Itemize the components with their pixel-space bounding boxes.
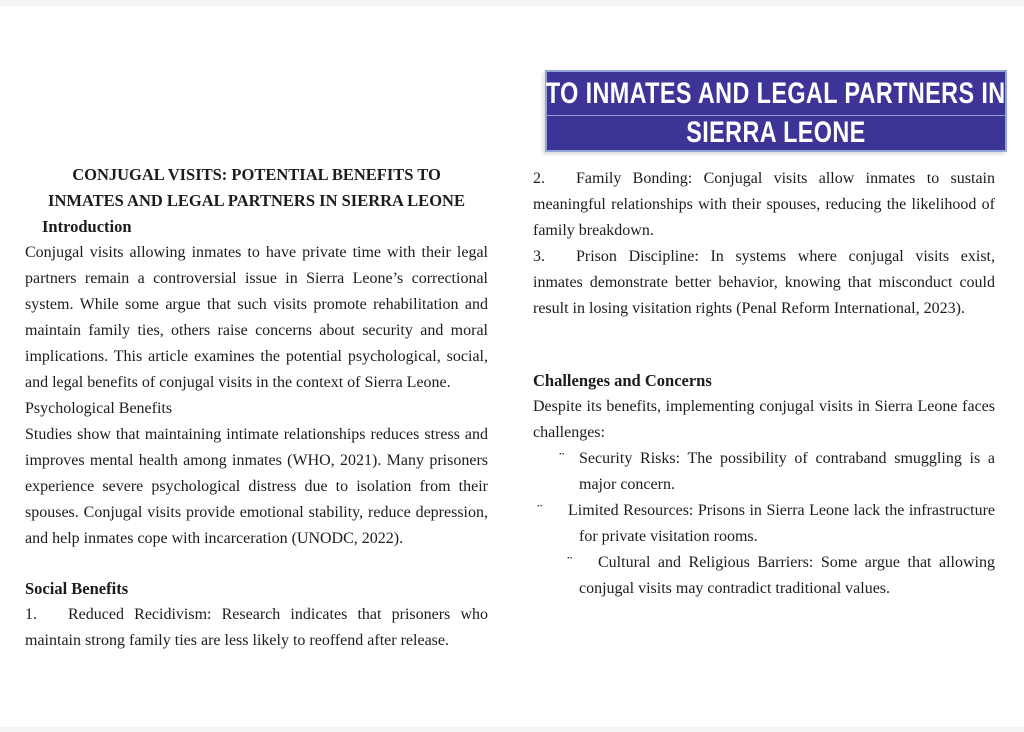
item-text: Security Risks: The possibility of contraband smuggling is a major concern. (579, 450, 995, 493)
title-banner-line-2: SIERRA LEONE (686, 116, 866, 149)
title-banner-row-2 (547, 115, 1005, 150)
item-text: Reduced Recidivism: Research indicates that prisoners who maintain strong family ties are less likely to reoffend after release. (25, 606, 488, 649)
item-text: Limited Resources: Prisons in Sierra Leone lack the infrastructure for private visitation rooms. (568, 502, 995, 545)
social-benefits-heading: Social Benefits (25, 579, 129, 598)
item-number: 2. (533, 170, 545, 187)
introduction-paragraph: Conjugal visits allowing inmates to have private time with their legal partners remain a controversial issue in Sierra Leone’s correctional system. While some argue that such visits promote rehabilitation and maintain family ties, others raise concerns about security and moral implications. This article examines the potential psychological, social, and legal benefits of conjugal visits in the context of Sierra Leone. (25, 244, 488, 391)
challenges-intro-paragraph: Despite its benefits, implementing conjugal visits in Sierra Leone faces challenges: (533, 398, 995, 441)
article-title-line-2: INMATES AND LEGAL PARTNERS IN SIERRA LEONE (48, 191, 465, 210)
psychological-benefits-heading: Psychological Benefits (25, 400, 173, 417)
challenges-heading: Challenges and Concerns (533, 371, 712, 390)
left-column (25, 162, 488, 654)
introduction-heading: Introduction (42, 217, 132, 236)
bullet-icon: ¨ (559, 450, 565, 467)
title-banner-line-1: TO INMATES AND LEGAL PARTNERS IN (546, 76, 1006, 110)
challenge-item-security (533, 446, 995, 498)
challenge-item-cultural (533, 550, 995, 602)
photo-edge-top (0, 0, 1024, 6)
photo-edge-bottom (0, 727, 1024, 732)
title-banner-row-1 (547, 72, 1005, 115)
article-title-line-1: CONJUGAL VISITS: POTENTIAL BENEFITS TO (72, 165, 441, 184)
item-number: 3. (533, 248, 545, 265)
item-text: Family Bonding: Conjugal visits allow inmates to sustain meaningful relationships with their spouses, reducing the likelihood of family breakdown. (533, 170, 995, 239)
item-text: Cultural and Religious Barriers: Some argue that allowing conjugal visits may contradict traditional values. (579, 554, 995, 597)
social-benefit-item-3 (533, 244, 995, 322)
article-title (25, 162, 488, 214)
psychological-benefits-paragraph: Studies show that maintaining intimate relationships reduces stress and improves mental health among inmates (WHO, 2021). Many prisoners experience severe psychological distress due to isolation from their spouses. Conjugal visits provide emotional stability, reduce depression, and help inmates cope with incarceration (UNODC, 2022). (25, 426, 488, 547)
right-column (533, 166, 995, 602)
title-banner (545, 70, 1007, 152)
challenge-item-resources: ¨ Limited Resources: Prisons in Sierra Leone lack the infrastructure for private visitation rooms. (537, 502, 995, 545)
social-benefit-item-2 (533, 166, 995, 244)
item-text: Prison Discipline: In systems where conjugal visits exist, inmates demonstrate better behavior, knowing that misconduct could result in losing visitation rights (Penal Reform International, 2023). (533, 248, 995, 317)
social-benefit-item-1 (25, 602, 488, 654)
bullet-icon: ¨ (567, 554, 573, 571)
item-number: 1. (25, 606, 37, 623)
